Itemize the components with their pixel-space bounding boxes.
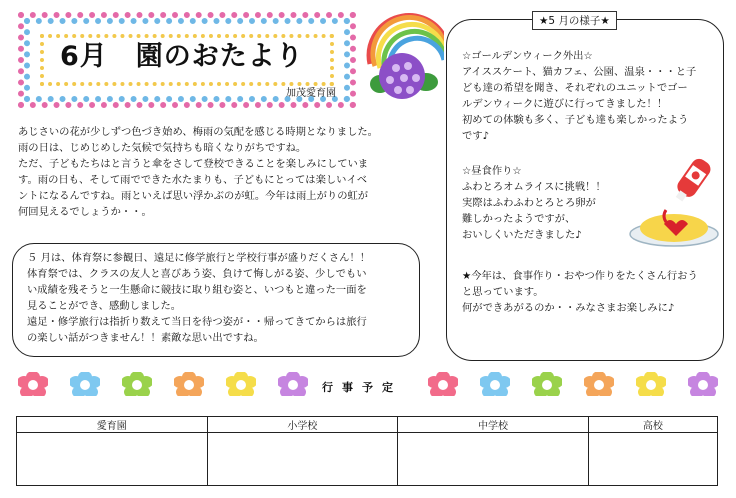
lunch-section xyxy=(462,163,642,243)
intro-line: ただ、子どもたちはと言うと傘をさして登校できることを楽しみにしていま xyxy=(18,158,369,170)
flower-icon xyxy=(174,372,204,396)
flower-icon xyxy=(636,372,666,396)
column-header: 愛育園 xyxy=(17,417,208,433)
outing-section xyxy=(462,48,718,144)
page-title: 6月 園のおたより xyxy=(60,41,304,72)
flower-icon xyxy=(70,372,100,396)
may-events-line: 遠足・修学旅行は指折り数えて当日を待つ姿が・・帰ってきてからは旅行 xyxy=(27,316,367,328)
rainbow-hydrangea-illustration xyxy=(360,6,444,110)
schedule-cell xyxy=(17,433,208,486)
intro-line: 雨の日は、じめじめした気候で気持ちも暗くなりがちですね。 xyxy=(18,142,307,154)
school-name: 加茂愛育園 xyxy=(286,88,336,99)
column-header: 小学校 xyxy=(207,417,398,433)
cooking-plan-section xyxy=(462,268,718,316)
flower-icon xyxy=(122,372,152,396)
outing-line: ども達の希望を聞き、それぞれのユニットでゴー xyxy=(462,82,688,94)
flower-icon xyxy=(688,372,718,396)
table-row xyxy=(17,433,718,486)
column-header: 中学校 xyxy=(398,417,589,433)
flower-icon xyxy=(532,372,562,396)
column-header: 高校 xyxy=(588,417,717,433)
schedule-cell xyxy=(207,433,398,486)
may-events-box xyxy=(12,243,420,357)
may-events-line: ５ 月は、体育祭に参観日、遠足に修学旅行と学校行事が盛りだくさん！！ xyxy=(27,252,371,264)
lunch-line: ☆昼食作り☆ xyxy=(462,165,522,177)
flower-icon xyxy=(278,372,308,396)
intro-line: す。雨の日も、そして雨でできた水たまりも、子どもにとっては楽しいイベ xyxy=(18,174,368,186)
may-events-line: い成績を残そうと一生懸命に競技に取り組む姿と、いつもと違った一面を xyxy=(27,284,367,296)
outing-line: アイススケート、猫カフェ、公園、温泉・・・と子 xyxy=(462,66,697,78)
cooking-plan-line: ★今年は、食事作り・おやつ作りをたくさん行おう xyxy=(462,270,698,282)
outing-line: です♪ xyxy=(462,130,490,142)
may-events-line: の楽しい話がつきません！！素敵な思い出ですね。 xyxy=(27,332,264,344)
flower-icon xyxy=(226,372,256,396)
lunch-line: 難しかったようですが、 xyxy=(462,213,576,225)
cooking-plan-line: 何ができあがるのか・・みなさまお楽しみに♪ xyxy=(462,302,675,314)
schedule-cell xyxy=(398,433,589,486)
schedule-cell xyxy=(588,433,717,486)
cooking-plan-line: と思っています。 xyxy=(462,286,544,298)
outing-line: ☆ゴールデンウィーク外出☆ xyxy=(462,50,593,62)
schedule-table xyxy=(16,416,718,486)
events-heading: 行事予定 xyxy=(322,381,402,394)
intro-line: あじさいの花が少しずつ色づき始め、梅雨の気配を感じる時期となりました。 xyxy=(18,126,378,138)
intro-line: ントになるんですね。雨といえば思い浮かぶのが虹。今年は雨上がりの虹が xyxy=(18,190,369,202)
may-events-line: 体育祭では、クラスの友人と喜びあう姿、負けて悔しがる姿、少しでもい xyxy=(27,268,367,280)
outing-line: 初めての体験も多く、子ども達も楽しかったよう xyxy=(462,114,689,126)
flower-icon xyxy=(18,372,48,396)
may-events-line: 見ることができ、感動しました。 xyxy=(27,300,182,312)
lunch-line: おいしくいただきました♪ xyxy=(462,229,582,241)
flower-icon xyxy=(480,372,510,396)
omurice-ketchup-illustration xyxy=(620,150,720,250)
schedule-header-row xyxy=(17,417,718,433)
intro-paragraph xyxy=(18,124,418,220)
lunch-line: ふわとろオムライスに挑戦！！ xyxy=(462,181,606,193)
flower-icon xyxy=(428,372,458,396)
lunch-line: 実際はふわふわとろとろ卵が xyxy=(462,197,596,209)
outing-line: ルデンウィークに遊びに行ってきました！！ xyxy=(462,98,668,110)
intro-line: 何回見えるでしょうか・・。 xyxy=(18,206,152,218)
flower-icon xyxy=(584,372,614,396)
may-summary-title: ★5 月の様子★ xyxy=(532,11,617,30)
